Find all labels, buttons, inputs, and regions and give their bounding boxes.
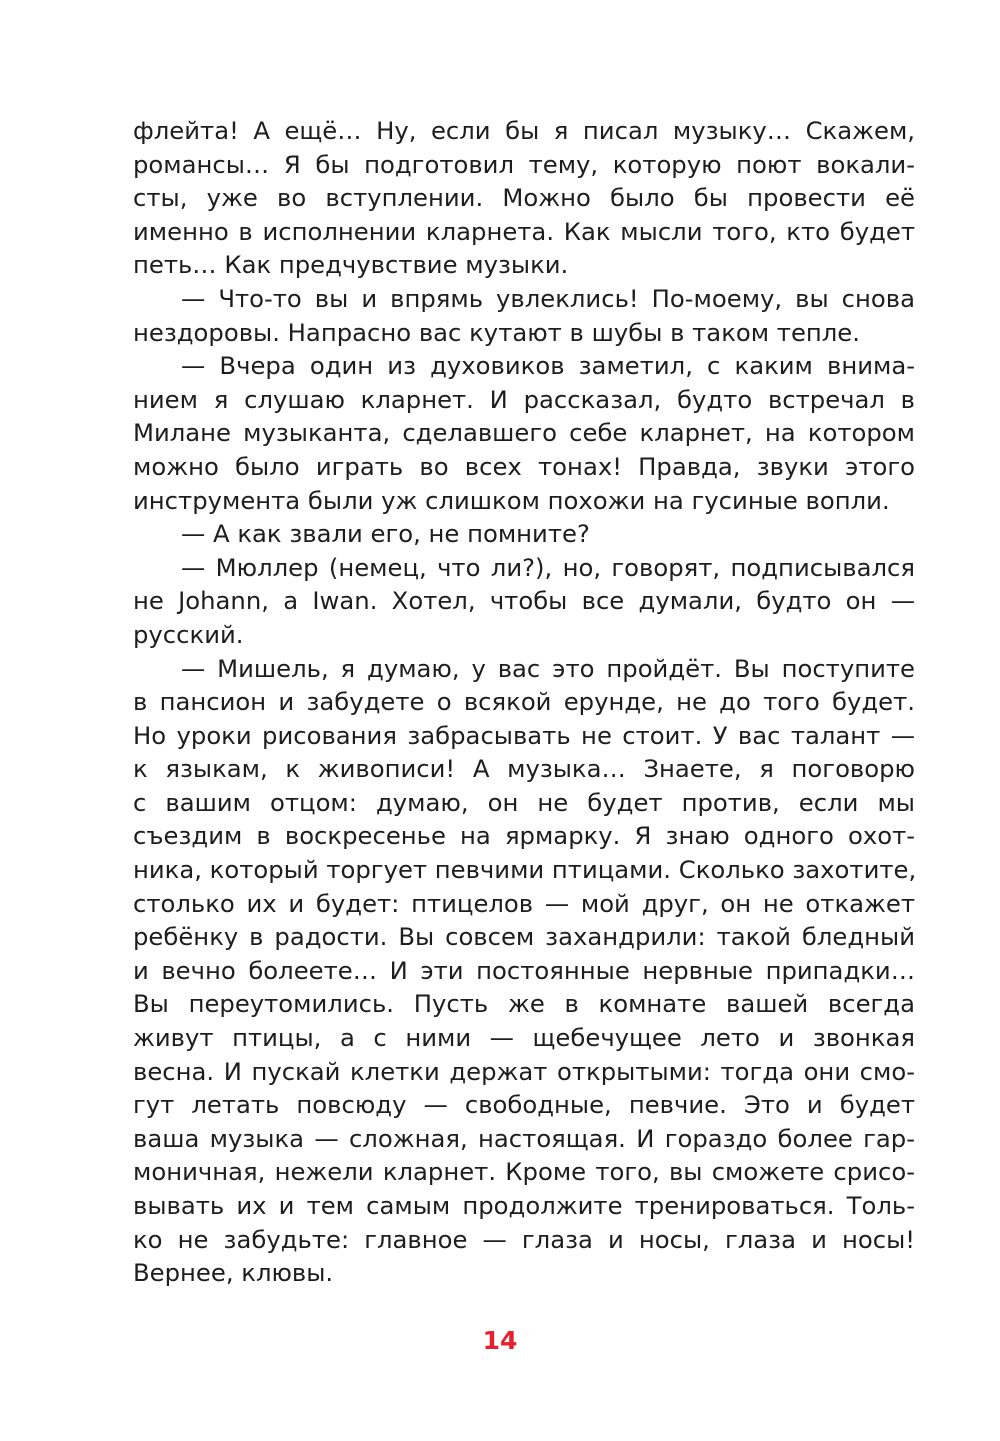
text-line: не Johann, а Iwan. Хотел, чтобы все думали, будто он — bbox=[133, 586, 915, 616]
text-line: весна. И пускай клетки держат открытыми: тогда они смо- bbox=[133, 1056, 915, 1086]
text-line: к языкам, к живописи! А музыка… Знаете, я поговорю bbox=[133, 754, 915, 784]
text-line: именно в исполнении кларнета. Как мысли того, кто будет bbox=[133, 216, 915, 246]
text-line: Но уроки рисования забрасывать не стоит. У вас талант — bbox=[133, 720, 915, 750]
text-line: романсы… Я бы подготовил тему, которую поют вокали- bbox=[133, 149, 915, 179]
text-line: — А как звали его, не помните? bbox=[181, 519, 590, 549]
text-line: вывать их и тем самым продолжите тренироваться. Толь- bbox=[133, 1191, 915, 1220]
text-line: ника, который торгует певчими птицами. Сколько захотите, bbox=[133, 855, 917, 885]
body-text bbox=[133, 114, 915, 1290]
text-line: моничная, нежели кларнет. Кроме того, вы сможете срисо- bbox=[133, 1157, 915, 1187]
text-line: и вечно болеете… И эти постоянные нервные припадки… bbox=[133, 955, 915, 985]
text-line: флейта! А ещё… Ну, если бы я писал музыку… Скажем, bbox=[133, 116, 915, 145]
text-line: Вы переутомились. Пусть же в комнате вашей всегда bbox=[133, 989, 915, 1019]
text-line: Милане музыканта, сделавшего себе кларнет, на котором bbox=[133, 418, 915, 448]
text-line: ко не забудьте: главное — глаза и носы, глаза и носы! bbox=[133, 1224, 915, 1254]
text-line: петь… Как предчувствие музыки. bbox=[133, 250, 569, 280]
text-line: — Мишель, я думаю, у вас это пройдёт. Вы поступите bbox=[181, 653, 915, 683]
text-line: ребёнку в радости. Вы совсем захандрили: такой бледный bbox=[133, 922, 915, 952]
text-line: Вернее, клювы. bbox=[133, 1258, 334, 1288]
text-line: — Вчера один из духовиков заметил, с каким внима- bbox=[181, 351, 915, 381]
text-line: русский. bbox=[133, 619, 244, 649]
text-line: столько их и будет: птицелов — мой друг, он не откажет bbox=[133, 888, 915, 918]
text-line: — Что-то вы и впрямь увлеклись! По-моему, вы снова bbox=[181, 283, 915, 313]
text-line: с вашим отцом: думаю, он не будет против, если мы bbox=[133, 787, 915, 817]
text-line: ваша музыка — сложная, настоящая. И гораздо более гар- bbox=[133, 1123, 915, 1153]
text-line: в пансион и забудете о всякой ерунде, не до того будет. bbox=[133, 687, 915, 717]
page-number: 14 bbox=[482, 1326, 518, 1355]
text-line: можно было играть во всех тонах! Правда, звуки этого bbox=[133, 451, 915, 481]
text-line: инструмента были уж слишком похожи на гусиные вопли. bbox=[133, 485, 890, 515]
text-line: нездоровы. Напрасно вас кутают в шубы в таком тепле. bbox=[133, 317, 860, 347]
text-line: живут птицы, а с ними — щебечущее лето и звонкая bbox=[133, 1023, 915, 1053]
text-line: сты, уже во вступлении. Можно было бы провести её bbox=[133, 183, 915, 213]
text-line: нием я слушаю кларнет. И рассказал, будто встречал в bbox=[133, 384, 915, 414]
text-line: гут летать повсюду — свободные, певчие. Это и будет bbox=[133, 1090, 915, 1120]
text-line: — Мюллер (немец, что ли?), но, говорят, подписывался bbox=[181, 552, 915, 582]
text-line: съездим в воскресенье на ярмарку. Я знаю одного охот- bbox=[133, 821, 915, 851]
